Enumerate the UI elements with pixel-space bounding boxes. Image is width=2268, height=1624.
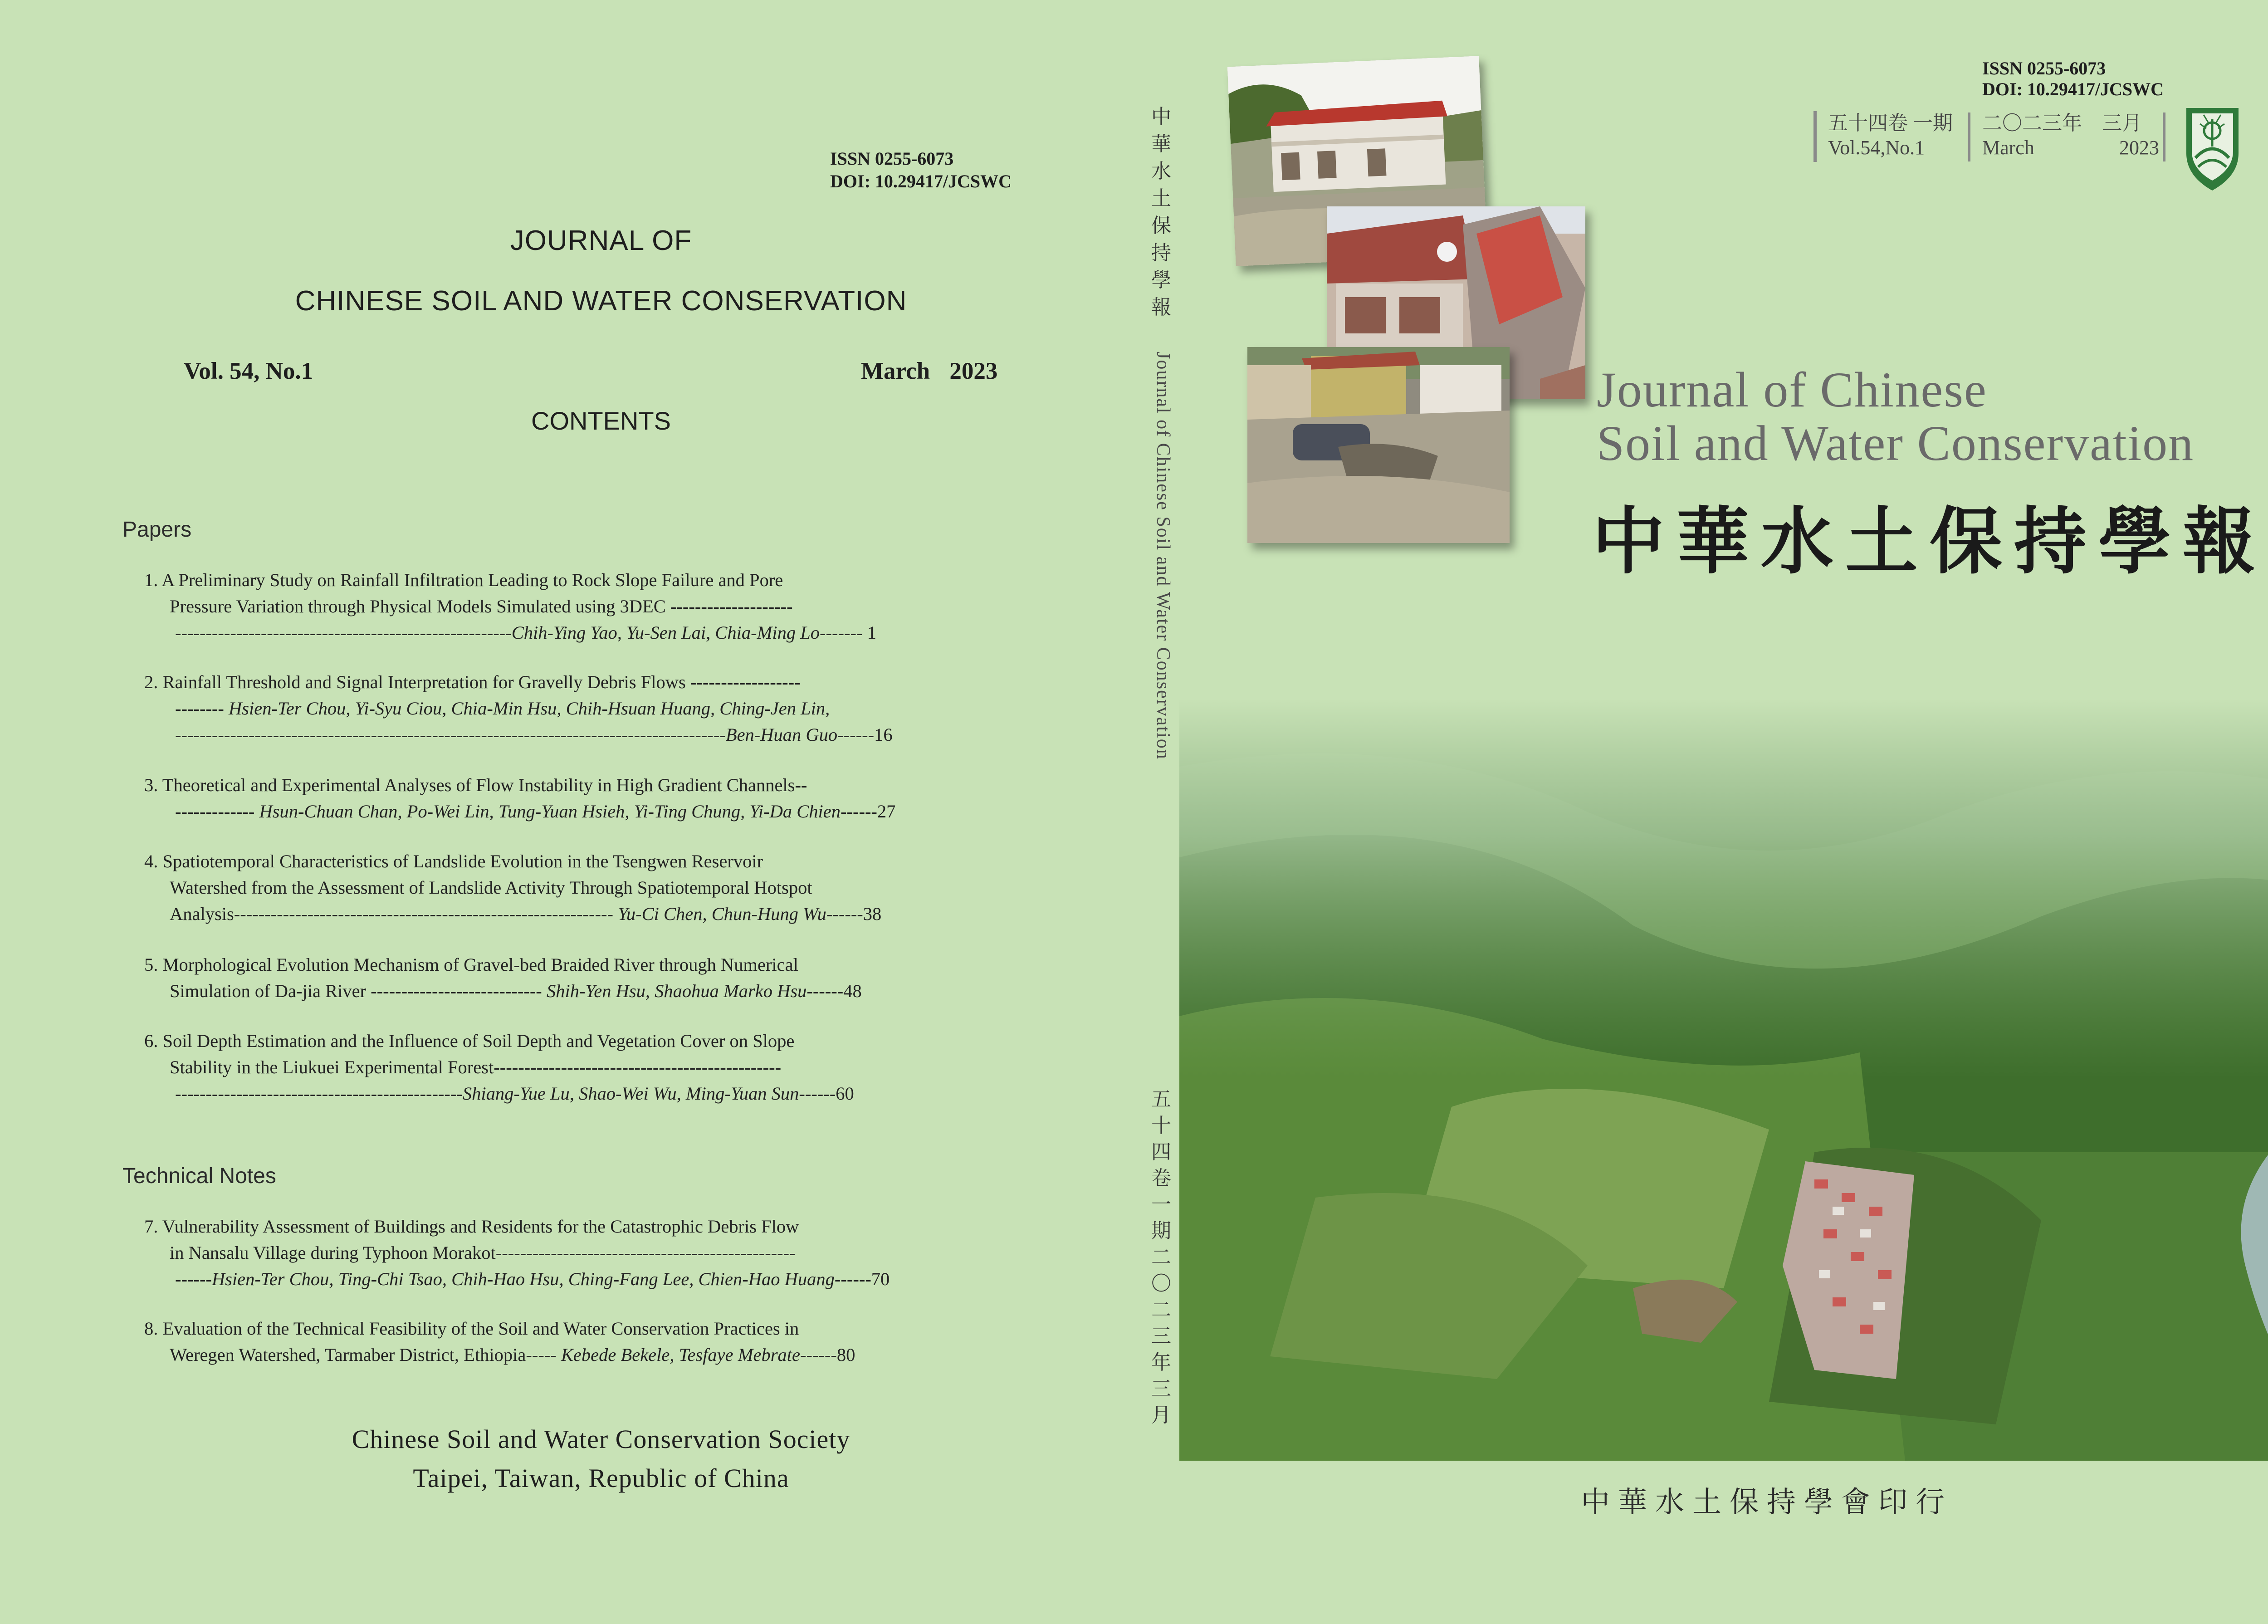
front-issn-block xyxy=(1982,58,2164,100)
paper-authors: Shih-Yen Hsu, Shaohua Marko Hsu xyxy=(546,981,807,1001)
paper-title-line: 6. Soil Depth Estimation and the Influence of Soil Depth and Vegetation Cover on Slope xyxy=(144,1031,795,1051)
front-vol-en: Vol.54,No.1 xyxy=(1828,137,1925,159)
leader-dashes: Simulation of Da-jia River ---------------------------- xyxy=(170,981,547,1001)
volume-box-left-rule xyxy=(1813,111,1817,162)
spine-volume-cn: 五十四卷 一 期 二〇二三年三月 xyxy=(1151,1088,1171,1427)
paper-title-line: 2. Rainfall Threshold and Signal Interpretation for Gravelly Debris Flows ------------------ xyxy=(144,672,801,692)
journal-title-line1: JOURNAL OF xyxy=(510,225,692,256)
leader-dashes: ----------------------------------------------- xyxy=(175,1083,463,1104)
paper-authors: Chih-Ying Yao, Yu-Sen Lai, Chia-Ming Lo xyxy=(511,622,820,643)
paper-title-line: 4. Spatiotemporal Characteristics of Landslide Evolution in the Tsengwen Reservoir xyxy=(144,851,763,871)
note-entry-8[interactable] xyxy=(144,1316,1036,1368)
note-authors: Kebede Bekele, Tesfaye Mebrate xyxy=(561,1345,800,1365)
paper-authors: Shiang-Yue Lu, Shao-Wei Wu, Ming-Yuan Sun xyxy=(462,1083,799,1104)
paper-entry-2[interactable] xyxy=(144,669,1036,748)
paper-entry-4[interactable] xyxy=(144,848,1036,927)
contents-heading: CONTENTS xyxy=(531,406,671,435)
leader-dashes: ------ xyxy=(175,1269,212,1289)
paper-title-line: 5. Morphological Evolution Mechanism of Gravel-bed Braided River through Numerical xyxy=(144,954,798,975)
leader-dashes: ------------- xyxy=(175,801,259,822)
spine-title-en: Journal of Chinese Soil and Water Conservation xyxy=(1153,352,1173,760)
leader-dashes: Analysis-------------------------------------------------------------- xyxy=(170,904,618,924)
paper-title-line: 1. A Preliminary Study on Rainfall Infiltration Leading to Rock Slope Failure and Pore xyxy=(144,570,783,590)
page-number: ------48 xyxy=(807,981,862,1001)
back-issn-block xyxy=(830,147,1012,193)
note-authors: Hsien-Ter Chou, Ting-Chi Tsao, Chih-Hao Hsu, Ching-Fang Lee, Chien-Hao Huang xyxy=(211,1269,835,1289)
leader-dashes: ------------------------------------------------------- xyxy=(175,622,512,643)
page-number: ------60 xyxy=(799,1083,854,1104)
debris-street-photo xyxy=(1247,347,1510,543)
note-entry-7[interactable] xyxy=(144,1213,1036,1292)
journal-title-line2: CHINESE SOIL AND WATER CONSERVATION xyxy=(295,285,907,317)
front-year: 2023 xyxy=(2119,137,2159,159)
paper-authors: Hsun-Chuan Chan, Po-Wei Lin, Tung-Yuan Hsieh, Yi-Ting Chung, Yi-Da Chien xyxy=(259,801,841,822)
paper-entry-3[interactable] xyxy=(144,772,1036,825)
paper-entry-5[interactable] xyxy=(144,952,1036,1004)
paper-authors: Ben-Huan Guo xyxy=(725,724,838,745)
mountain-village-aerial-photo xyxy=(1179,699,2268,1461)
page-number: ------80 xyxy=(800,1345,855,1365)
volume-number: Vol. 54, No.1 xyxy=(184,358,313,384)
paper-authors: Yu-Ci Chen, Chun-Hung Wu xyxy=(618,904,826,924)
publisher-name: Chinese Soil and Water Conservation Society xyxy=(352,1424,850,1454)
spine-title-cn: 中華水土保持學報 xyxy=(1151,105,1171,319)
paper-title-line: Pressure Variation through Physical Models Simulated using 3DEC -------------------- xyxy=(170,596,793,616)
technical-notes-heading: Technical Notes xyxy=(122,1164,276,1188)
page-number: ------27 xyxy=(841,801,896,822)
leader-dashes: Weregen Watershed, Tarmaber District, Ethiopia----- xyxy=(170,1345,561,1365)
front-title-en-line2: Soil and Water Conservation xyxy=(1597,416,2195,471)
note-title-line: 8. Evaluation of the Technical Feasibility of the Soil and Water Conservation Practices in xyxy=(144,1318,799,1339)
paper-title-line: Watershed from the Assessment of Landslide Activity Through Spatiotemporal Hotspot xyxy=(170,877,812,898)
printer-credit-cn: 中華水土保持學會印行 xyxy=(1581,1486,1953,1519)
publisher-block xyxy=(0,1420,1202,1498)
front-volume-column xyxy=(1828,111,1953,160)
page-number: ------- 1 xyxy=(820,622,876,643)
paper-entry-1[interactable] xyxy=(144,567,1036,646)
front-date-en xyxy=(1982,136,2159,160)
front-title-cn: 中華水土保持學報 xyxy=(1592,499,2268,584)
front-doi: DOI: 10.29417/JCSWC xyxy=(1982,79,2164,99)
front-date-cn: 二〇二三年 三月 xyxy=(1982,112,2142,134)
paper-authors-line: -------- Hsien-Ter Chou, Yi-Syu Ciou, Chia-Min Hsu, Chih-Hsuan Huang, Ching-Jen Lin, xyxy=(175,698,830,719)
front-vol-cn: 五十四卷 一期 xyxy=(1828,112,1953,134)
back-doi: DOI: 10.29417/JCSWC xyxy=(830,171,1012,191)
paper-title-line: 3. Theoretical and Experimental Analyses of Flow Instability in High Gradient Channels-- xyxy=(144,775,807,795)
page-number: ------70 xyxy=(834,1269,890,1289)
front-issn: ISSN 0255-6073 xyxy=(1982,58,2106,78)
leader-dashes: ------------------------------------------------------------------------------------------ xyxy=(175,724,726,745)
front-month: March xyxy=(1982,137,2034,159)
paper-entry-6[interactable] xyxy=(144,1028,1036,1107)
volume-box-right-rule xyxy=(2163,113,2165,161)
papers-heading: Papers xyxy=(122,518,192,542)
front-title-en-line1: Journal of Chinese xyxy=(1597,362,1987,417)
front-title-en xyxy=(1597,363,2194,470)
page-number: ------38 xyxy=(826,904,882,924)
back-issn: ISSN 0255-6073 xyxy=(830,148,954,169)
paper-title-line: Stability in the Liukuei Experimental Forest----------------------------------------------- xyxy=(170,1057,782,1077)
page-number: ------16 xyxy=(837,724,893,745)
front-date-column xyxy=(1982,111,2159,160)
note-title-line: in Nansalu Village during Typhoon Morakot------------------------------------------------- xyxy=(170,1242,796,1263)
issue-date: March 2023 xyxy=(861,358,998,384)
volume-box-separator xyxy=(1968,113,1970,161)
note-title-line: 7. Vulnerability Assessment of Buildings and Residents for the Catastrophic Debris Flow xyxy=(144,1216,799,1237)
society-emblem-icon xyxy=(2182,103,2243,194)
publisher-location: Taipei, Taiwan, Republic of China xyxy=(413,1463,789,1493)
